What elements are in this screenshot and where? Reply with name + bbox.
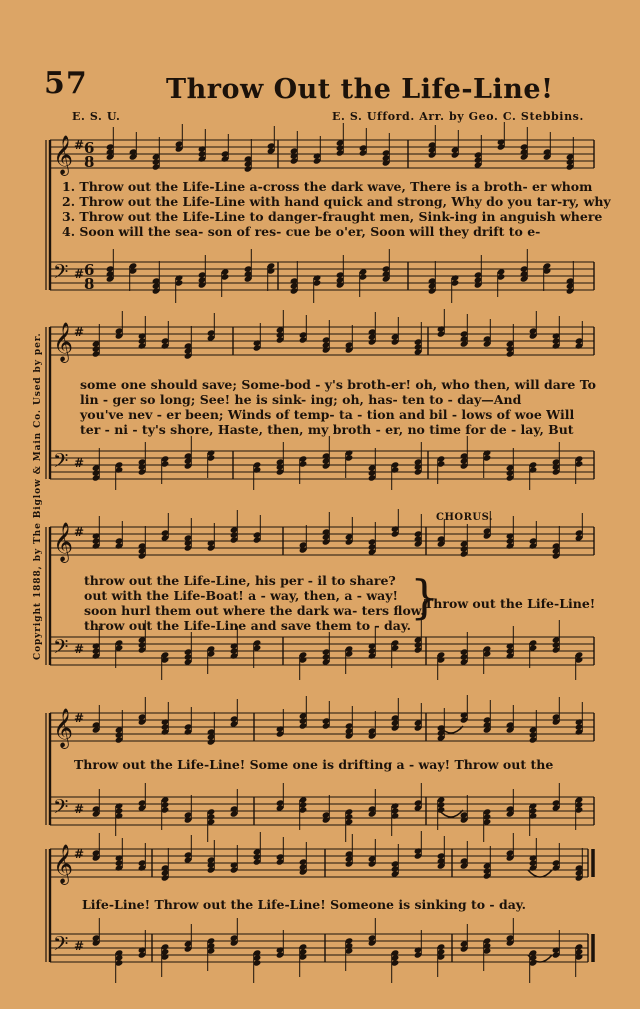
system-1-time-signature: 8 xyxy=(84,153,95,171)
system-4-bass-clef: 𝄢 xyxy=(53,795,69,823)
system-5-bass-clef: 𝄢 xyxy=(53,932,69,960)
system-4-treble-clef: 𝄞 xyxy=(53,708,74,748)
verse-3-line-2: you've nev - er been; Winds of temp- ta - tion and bil - lows of woe Will xyxy=(80,407,575,422)
verse-4-line-3: throw out the Life-Line and save them to - day. xyxy=(84,618,412,633)
system-3-treble-sharp: # xyxy=(74,525,85,539)
chorus-line-1: Throw out the Life-Line! Some one is drifting a - way! Throw out the xyxy=(74,757,554,772)
composer-credit: E. S. Ufford. Arr. by Geo. C. Stebbins. xyxy=(332,110,584,123)
system-1-bass-sharp: # xyxy=(74,267,85,281)
system-3-treble-clef: 𝄞 xyxy=(53,522,74,562)
verse-2-line-1: 2. Throw out the Life-Line with hand quick and strong, Why do you tar-ry, why xyxy=(62,194,611,209)
system-1-treble-clef: 𝄞 xyxy=(53,135,74,175)
verse-2-line-3: out with the Life-Boat! a - way, then, a - way! xyxy=(84,588,398,603)
system-5-bass-sharp: # xyxy=(74,939,85,953)
verse-4-line-2: ter - ni - ty's shore, Haste, then, my broth - er, no time for de - lay, But xyxy=(80,422,574,437)
system-2-treble-sharp: # xyxy=(74,325,85,339)
hymn-number: 57 xyxy=(44,66,88,101)
verse-1-line-1: 1. Throw out the Life-Line a-cross the dark wave, There is a broth- er whom xyxy=(62,179,593,194)
author-initials: E. S. U. xyxy=(72,110,121,123)
system-1-treble-sharp: # xyxy=(74,138,85,152)
system-4-treble-sharp: # xyxy=(74,711,85,725)
chorus-refrain-text: Throw out the Life-Line! xyxy=(424,596,596,611)
verse-3-line-1: 3. Throw out the Life-Line to danger-fraught men, Sink-ing in anguish where xyxy=(62,209,603,224)
system-2-bass-clef: 𝄢 xyxy=(53,449,69,477)
system-1-time-signature: 6 xyxy=(84,261,95,279)
verse-1-line-2: some one should save; Some-bod - y's broth-er! oh, who then, will dare To xyxy=(80,377,596,392)
fermata-3 xyxy=(528,870,552,877)
verse-2-line-2: lin - ger so long; See! he is sink- ing; oh, has- ten to - day—And xyxy=(80,392,522,407)
system-3-bass-sharp: # xyxy=(74,642,85,656)
system-2-bass-sharp: # xyxy=(74,456,85,470)
system-5-treble-clef: 𝄞 xyxy=(53,844,74,884)
system-1-bass-clef: 𝄢 xyxy=(53,260,69,288)
system-1-time-signature: 8 xyxy=(84,275,95,293)
system-1-time-signature: 6 xyxy=(84,139,95,157)
hymn-title: Throw Out the Life-Line! xyxy=(166,74,554,105)
system-3-bass-clef: 𝄢 xyxy=(53,635,69,663)
verse-brace: } xyxy=(410,570,440,624)
system-4-bass-sharp: # xyxy=(74,802,85,816)
system-5-treble-sharp: # xyxy=(74,847,85,861)
chorus-line-2: Life-Line! Throw out the Life-Line! Someone is sinking to - day. xyxy=(82,897,526,912)
chorus-label: CHORUS. xyxy=(436,512,493,523)
verse-3-line-3: soon hurl them out where the dark wa- ters flow. xyxy=(84,603,425,618)
verse-1-line-3: throw out the Life-Line, his per - il to share? xyxy=(84,573,396,588)
verse-4-line-1: 4. Soon will the sea- son of res- cue be o'er, Soon will they drift to e- xyxy=(62,224,541,239)
system-2-treble-clef: 𝄞 xyxy=(53,322,74,362)
copyright-notice: Copyright 1888, by The Biglow & Main Co. Used by per. xyxy=(33,332,43,660)
